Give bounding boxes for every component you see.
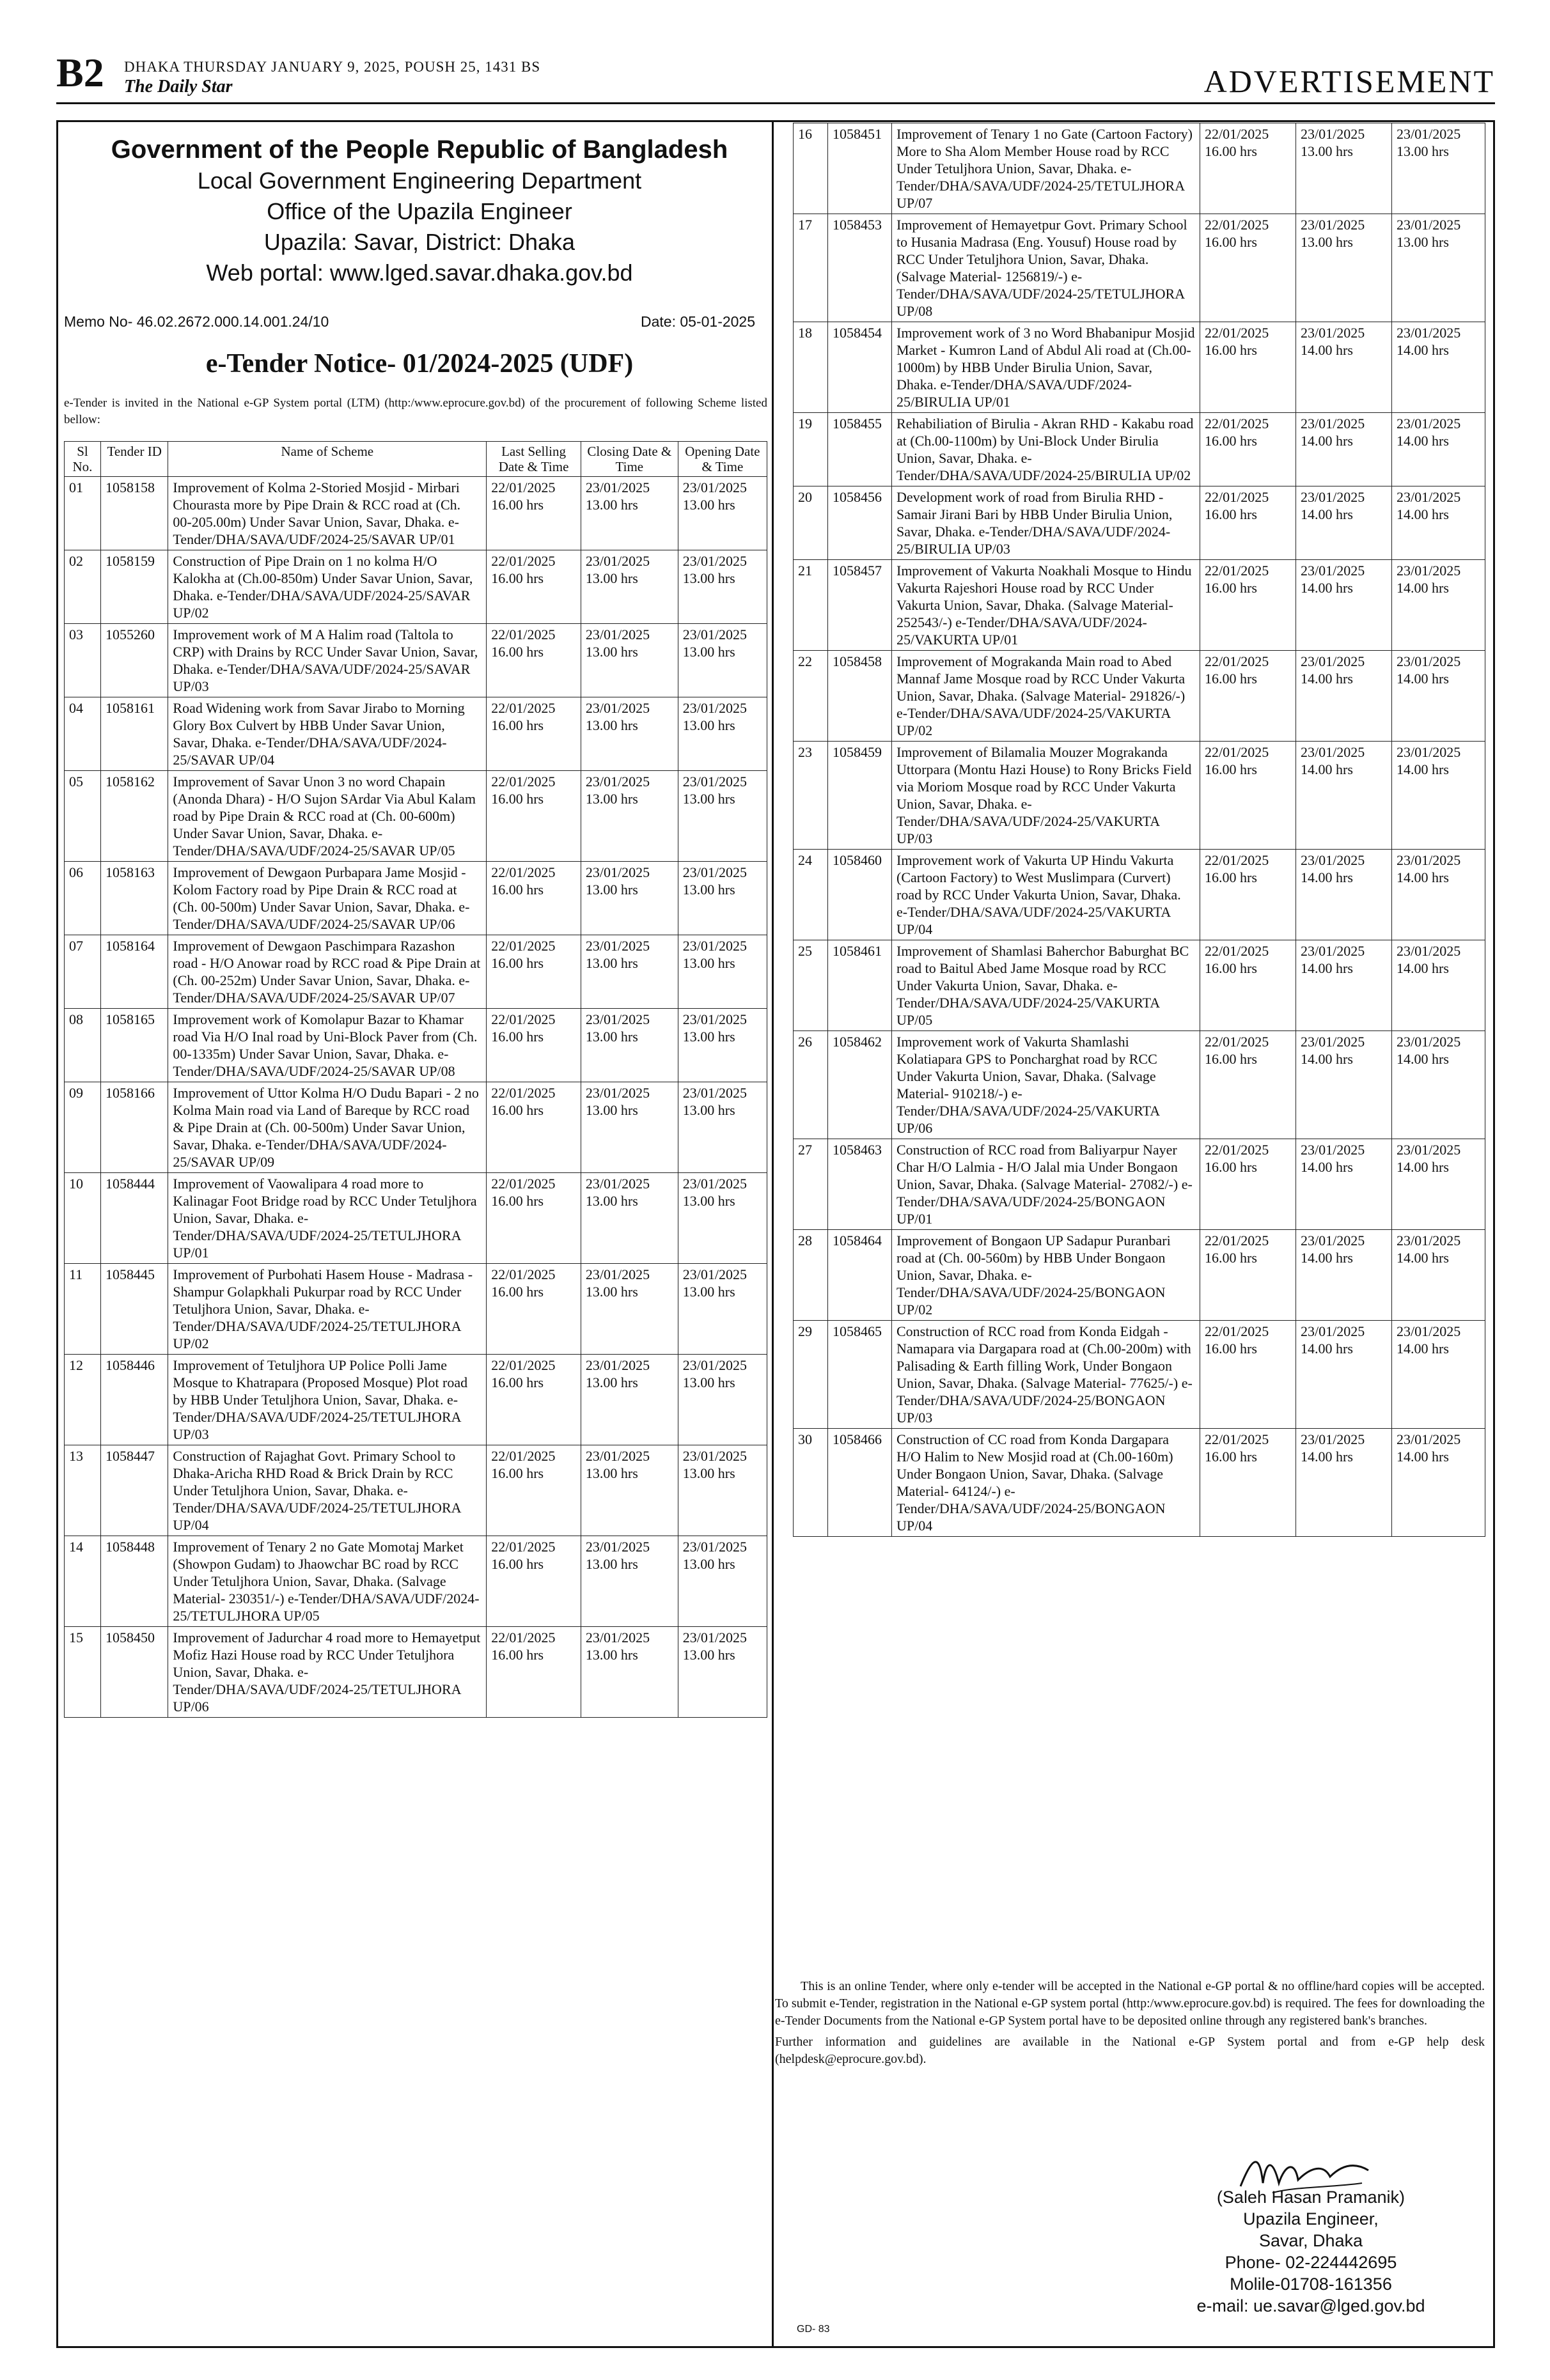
- row-scheme: Improvement work of Komolapur Bazar to Khamar road Via H/O Inal road by Uni-Block Paver from (Ch. 00-1335m) Under Savar Union, Savar, Dhaka. e-Tender/DHA/SAVA/UDF/2024-25/SAVAR UP/08: [168, 1009, 487, 1082]
- row-selling-date: 22/01/2025 16.00 hrs: [1200, 1139, 1296, 1230]
- tender-table-left: [64, 441, 767, 1718]
- row-opening-date: 23/01/2025 14.00 hrs: [1392, 651, 1485, 742]
- row-tender-id: 1058162: [100, 771, 168, 862]
- row-closing-date: 23/01/2025 13.00 hrs: [581, 1009, 678, 1082]
- row-selling-date: 22/01/2025 16.00 hrs: [487, 1445, 581, 1536]
- row-sl: 01: [65, 477, 101, 550]
- footnote-online-tender: This is an online Tender, where only e-tender will be accepted in the National e-GP portal & no offline/hard copies will be accepted. To submit e-Tender, registration in the National e-GP system portal (http:/www.eprocure.gov.bd) is required. The fees for downloading the e-Tender Documents from the National e-GP System portal have to be deposited online through any registered bank's branches.: [775, 1979, 1485, 2028]
- row-closing-date: 23/01/2025 13.00 hrs: [581, 697, 678, 771]
- row-tender-id: 1058456: [828, 486, 892, 560]
- row-tender-id: 1058450: [100, 1627, 168, 1718]
- row-scheme: Construction of CC road from Konda Dargapara H/O Halim to New Mosjid road at (Ch.00-160m) Under Bongaon Union, Savar, Dhaka. (Salvage Material- 64124/-) e-Tender/DHA/SAVA/UDF/2024-25/BONGAON UP/04: [892, 1429, 1200, 1537]
- row-selling-date: 22/01/2025 16.00 hrs: [487, 771, 581, 862]
- row-closing-date: 23/01/2025 13.00 hrs: [581, 1627, 678, 1718]
- row-scheme: Rehabiliation of Birulia - Akran RHD - Kakabu road at (Ch.00-1100m) by Uni-Block Under Birulia Union, Savar, Dhaka. e-Tender/DHA/SAVA/UDF/2024-25/BIRULIA UP/02: [892, 413, 1200, 486]
- row-scheme: Improvement of Purbohati Hasem House - Madrasa - Shampur Golapkhali Pukurpar road by RCC Under Tetuljhora Union, Savar, Dhaka. e-Tender/DHA/SAVA/UDF/2024-25/TETULJHORA UP/02: [168, 1264, 487, 1355]
- row-opening-date: 23/01/2025 13.00 hrs: [678, 1173, 767, 1264]
- col-sl: Sl No.: [65, 442, 101, 477]
- newspaper-name: The Daily Star: [124, 77, 233, 97]
- row-closing-date: 23/01/2025 14.00 hrs: [1296, 742, 1392, 850]
- column-divider: [772, 120, 774, 2348]
- row-selling-date: 22/01/2025 16.00 hrs: [487, 1082, 581, 1173]
- row-selling-date: 22/01/2025 16.00 hrs: [1200, 486, 1296, 560]
- table-row: [65, 1173, 767, 1264]
- row-selling-date: 22/01/2025 16.00 hrs: [1200, 214, 1296, 322]
- row-opening-date: 23/01/2025 13.00 hrs: [678, 624, 767, 697]
- row-tender-id: 1058454: [828, 322, 892, 413]
- row-selling-date: 22/01/2025 16.00 hrs: [487, 624, 581, 697]
- row-closing-date: 23/01/2025 13.00 hrs: [581, 1173, 678, 1264]
- row-closing-date: 23/01/2025 14.00 hrs: [1296, 1321, 1392, 1429]
- row-opening-date: 23/01/2025 14.00 hrs: [1392, 1139, 1485, 1230]
- table-row: [794, 850, 1485, 940]
- row-sl: 15: [65, 1627, 101, 1718]
- row-sl: 04: [65, 697, 101, 771]
- row-selling-date: 22/01/2025 16.00 hrs: [487, 550, 581, 624]
- row-scheme: Construction of Rajaghat Govt. Primary School to Dhaka-Aricha RHD Road & Brick Drain by RCC Under Tetuljhora Union, Savar, Dhaka. e-Tender/DHA/SAVA/UDF/2024-25/TETULJHORA UP/04: [168, 1445, 487, 1536]
- signer-phone: Phone- 02-224442695: [1225, 2253, 1397, 2272]
- table-row: [65, 1536, 767, 1627]
- row-tender-id: 1058461: [828, 940, 892, 1031]
- row-opening-date: 23/01/2025 13.00 hrs: [678, 771, 767, 862]
- row-sl: 09: [65, 1082, 101, 1173]
- row-sl: 21: [794, 560, 828, 651]
- row-opening-date: 23/01/2025 13.00 hrs: [678, 1082, 767, 1173]
- row-tender-id: 1058158: [100, 477, 168, 550]
- row-selling-date: 22/01/2025 16.00 hrs: [1200, 940, 1296, 1031]
- table-row: [794, 651, 1485, 742]
- row-sl: 19: [794, 413, 828, 486]
- row-opening-date: 23/01/2025 14.00 hrs: [1392, 1230, 1485, 1321]
- row-opening-date: 23/01/2025 13.00 hrs: [678, 1627, 767, 1718]
- col-scheme: Name of Scheme: [168, 442, 487, 477]
- row-tender-id: 1058164: [100, 935, 168, 1009]
- table-row: [794, 1139, 1485, 1230]
- row-selling-date: 22/01/2025 16.00 hrs: [487, 1355, 581, 1445]
- table-row: [794, 1230, 1485, 1321]
- row-scheme: Construction of RCC road from Konda Eidgah - Namapara via Dargapara road at (Ch.00-200m) with Palisading & Earth filling Work, Under Bongaon Union, Savar, Dhaka. (Salvage Material- 77625/-) e-Tender/DHA/SAVA/UDF/2024-25/BONGAON UP/03: [892, 1321, 1200, 1429]
- row-selling-date: 22/01/2025 16.00 hrs: [1200, 560, 1296, 651]
- intro-text: e-Tender is invited in the National e-GP System portal (LTM) (http:/www.eprocure.gov.bd) of the procurement of following Scheme listed bellow:: [64, 396, 767, 426]
- row-tender-id: 1058451: [828, 123, 892, 214]
- table-row: [65, 550, 767, 624]
- row-sl: 26: [794, 1031, 828, 1139]
- row-scheme: Improvement of Vakurta Noakhali Mosque to Hindu Vakurta Rajeshori House road by RCC Under Vakurta Union, Savar, Dhaka. (Salvage Material- 252543/-) e-Tender/DHA/SAVA/UDF/2024-25/VAKURTA UP/01: [892, 560, 1200, 651]
- dateline: DHAKA THURSDAY JANUARY 9, 2025, POUSH 25, 1431 BS: [124, 59, 541, 75]
- row-sl: 06: [65, 862, 101, 935]
- row-opening-date: 23/01/2025 14.00 hrs: [1392, 1321, 1485, 1429]
- row-selling-date: 22/01/2025 16.00 hrs: [487, 1264, 581, 1355]
- table-row: [794, 560, 1485, 651]
- government-title: Government of the People Republic of Bangladesh: [111, 136, 728, 164]
- row-closing-date: 23/01/2025 13.00 hrs: [581, 862, 678, 935]
- footnote-helpdesk: Further information and guidelines are available in the National e-GP System portal and from e-GP help desk (helpdesk@eprocure.gov.bd).: [775, 2035, 1485, 2066]
- row-scheme: Improvement of Vaowalipara 4 road more to Kalinagar Foot Bridge road by RCC Under Tetuljhora Union, Savar, Dhaka. e-Tender/DHA/SAVA/UDF/2024-25/TETULJHORA UP/01: [168, 1173, 487, 1264]
- row-closing-date: 23/01/2025 13.00 hrs: [581, 1355, 678, 1445]
- signer-mobile: Molile-01708-161356: [1230, 2275, 1392, 2294]
- row-opening-date: 23/01/2025 13.00 hrs: [678, 550, 767, 624]
- row-selling-date: 22/01/2025 16.00 hrs: [1200, 413, 1296, 486]
- memo-number: Memo No- 46.02.2672.000.14.001.24/10: [64, 313, 329, 330]
- row-selling-date: 22/01/2025 16.00 hrs: [487, 1173, 581, 1264]
- row-sl: 12: [65, 1355, 101, 1445]
- row-tender-id: 1058460: [828, 850, 892, 940]
- table-row: [794, 742, 1485, 850]
- row-opening-date: 23/01/2025 13.00 hrs: [678, 1445, 767, 1536]
- row-tender-id: 1058159: [100, 550, 168, 624]
- row-closing-date: 23/01/2025 13.00 hrs: [581, 935, 678, 1009]
- row-closing-date: 23/01/2025 14.00 hrs: [1296, 651, 1392, 742]
- row-sl: 07: [65, 935, 101, 1009]
- table-row: [65, 1082, 767, 1173]
- row-opening-date: 23/01/2025 14.00 hrs: [1392, 486, 1485, 560]
- signer-place: Savar, Dhaka: [1258, 2231, 1363, 2250]
- row-selling-date: 22/01/2025 16.00 hrs: [1200, 123, 1296, 214]
- row-tender-id: 1058459: [828, 742, 892, 850]
- row-selling-date: 22/01/2025 16.00 hrs: [1200, 651, 1296, 742]
- row-tender-id: 1058448: [100, 1536, 168, 1627]
- row-sl: 30: [794, 1429, 828, 1537]
- row-opening-date: 23/01/2025 13.00 hrs: [678, 1264, 767, 1355]
- table-row: [65, 1264, 767, 1355]
- masthead-rule: [56, 102, 1495, 104]
- upazila-line: Upazila: Savar, District: Dhaka: [263, 229, 575, 255]
- table-row: [794, 413, 1485, 486]
- row-scheme: Improvement of Shamlasi Baherchor Baburghat BC road to Baitul Abed Jame Mosque road by RCC Under Vakurta Union, Savar, Dhaka. e-Tender/DHA/SAVA/UDF/2024-25/VAKURTA UP/05: [892, 940, 1200, 1031]
- table-row: [65, 1355, 767, 1445]
- row-opening-date: 23/01/2025 13.00 hrs: [678, 1536, 767, 1627]
- row-scheme: Improvement of Tenary 1 no Gate (Cartoon Factory) More to Sha Alom Member House road by RCC Under Tetuljhora Union, Savar, Dhaka. e-Tender/DHA/SAVA/UDF/2024-25/TETULJHORA UP/07: [892, 123, 1200, 214]
- row-tender-id: 1058463: [828, 1139, 892, 1230]
- table-row: [65, 862, 767, 935]
- row-selling-date: 22/01/2025 16.00 hrs: [487, 935, 581, 1009]
- row-tender-id: 1058165: [100, 1009, 168, 1082]
- row-tender-id: 1058166: [100, 1082, 168, 1173]
- signature-block: [1125, 2186, 1496, 2317]
- row-sl: 11: [65, 1264, 101, 1355]
- row-selling-date: 22/01/2025 16.00 hrs: [1200, 1031, 1296, 1139]
- row-closing-date: 23/01/2025 14.00 hrs: [1296, 940, 1392, 1031]
- table-row: [65, 624, 767, 697]
- row-scheme: Improvement of Mograkanda Main road to Abed Mannaf Jame Mosque road by RCC Under Vakurta Union, Savar, Dhaka. (Salvage Material- 291826/-) e-Tender/DHA/SAVA/UDF/2024-25/VAKURTA UP/02: [892, 651, 1200, 742]
- row-tender-id: 1058462: [828, 1031, 892, 1139]
- office-title: Office of the Upazila Engineer: [267, 198, 572, 224]
- table-row: [794, 1031, 1485, 1139]
- row-sl: 24: [794, 850, 828, 940]
- row-sl: 13: [65, 1445, 101, 1536]
- row-selling-date: 22/01/2025 16.00 hrs: [1200, 1230, 1296, 1321]
- row-scheme: Construction of RCC road from Baliyarpur Nayer Char H/O Lalmia - H/O Jalal mia Under Bongaon Union, Savar, Dhaka. (Salvage Material- 27082/-) e-Tender/DHA/SAVA/UDF/2024-25/BONGAON UP/01: [892, 1139, 1200, 1230]
- signer-email: e-mail: ue.savar@lged.gov.bd: [1196, 2296, 1425, 2315]
- row-opening-date: 23/01/2025 13.00 hrs: [678, 1355, 767, 1445]
- row-selling-date: 22/01/2025 16.00 hrs: [1200, 322, 1296, 413]
- table-row: [794, 214, 1485, 322]
- row-closing-date: 23/01/2025 13.00 hrs: [581, 624, 678, 697]
- row-opening-date: 23/01/2025 14.00 hrs: [1392, 850, 1485, 940]
- row-tender-id: 1058445: [100, 1264, 168, 1355]
- row-sl: 03: [65, 624, 101, 697]
- row-sl: 16: [794, 123, 828, 214]
- table-row: [65, 1445, 767, 1536]
- col-opening: Opening Date & Time: [678, 442, 767, 477]
- row-closing-date: 23/01/2025 13.00 hrs: [1296, 214, 1392, 322]
- row-scheme: Improvement work of 3 no Word Bhabanipur Mosjid Market - Kumron Land of Abdul Ali road at (Ch.00-1000m) by HBB Under Birulia Union, Savar, Dhaka. e-Tender/DHA/SAVA/UDF/2024-25/BIRULIA UP/01: [892, 322, 1200, 413]
- row-selling-date: 22/01/2025 16.00 hrs: [1200, 1321, 1296, 1429]
- row-closing-date: 23/01/2025 14.00 hrs: [1296, 486, 1392, 560]
- row-sl: 05: [65, 771, 101, 862]
- row-scheme: Improvement of Uttor Kolma H/O Dudu Bapari - 2 no Kolma Main road via Land of Bareque by RCC road & Pipe Drain at (Ch. 00-500m) Under Savar Union, Savar, Dhaka. e-Tender/DHA/SAVA/UDF/2024-25/SAVAR UP/09: [168, 1082, 487, 1173]
- table-row: [794, 1321, 1485, 1429]
- notice-date: Date: 05-01-2025: [641, 313, 756, 330]
- row-selling-date: 22/01/2025 16.00 hrs: [487, 1627, 581, 1718]
- row-scheme: Development work of road from Birulia RHD - Samair Jirani Bari by HBB Under Birulia Union, Savar, Dhaka. e-Tender/DHA/SAVA/UDF/2024-25/BIRULIA UP/03: [892, 486, 1200, 560]
- row-selling-date: 22/01/2025 16.00 hrs: [1200, 742, 1296, 850]
- row-scheme: Improvement of Kolma 2-Storied Mosjid - Mirbari Chourasta more by Pipe Drain & RCC road at (Ch. 00-205.00m) Under Savar Union, Savar, Dhaka. e-Tender/DHA/SAVA/UDF/2024-25/SAVAR UP/01: [168, 477, 487, 550]
- row-tender-id: 1058444: [100, 1173, 168, 1264]
- col-closing: Closing Date & Time: [581, 442, 678, 477]
- row-tender-id: 1058465: [828, 1321, 892, 1429]
- row-opening-date: 23/01/2025 14.00 hrs: [1392, 560, 1485, 651]
- row-opening-date: 23/01/2025 13.00 hrs: [678, 935, 767, 1009]
- row-sl: 20: [794, 486, 828, 560]
- row-sl: 23: [794, 742, 828, 850]
- row-opening-date: 23/01/2025 13.00 hrs: [678, 1009, 767, 1082]
- row-scheme: Improvement of Tetuljhora UP Police Polli Jame Mosque to Khatrapara (Proposed Mosque) Plot road by HBB Under Tetuljhora Union, Savar, Dhaka. e-Tender/DHA/SAVA/UDF/2024-25/TETULJHORA UP/03: [168, 1355, 487, 1445]
- row-sl: 14: [65, 1536, 101, 1627]
- table-row: [65, 1627, 767, 1718]
- table-row: [794, 123, 1485, 214]
- row-scheme: Improvement of Bongaon UP Sadapur Puranbari road at (Ch. 00-560m) by HBB Under Bongaon Union, Savar, Dhaka. e-Tender/DHA/SAVA/UDF/2024-25/BONGAON UP/02: [892, 1230, 1200, 1321]
- table-header-row: [65, 442, 767, 477]
- ad-code: GD- 83: [797, 2324, 830, 2335]
- row-closing-date: 23/01/2025 13.00 hrs: [581, 1264, 678, 1355]
- web-portal-line: Web portal: www.lged.savar.dhaka.gov.bd: [206, 260, 633, 286]
- row-tender-id: 1058455: [828, 413, 892, 486]
- row-tender-id: 1058446: [100, 1355, 168, 1445]
- row-opening-date: 23/01/2025 13.00 hrs: [678, 477, 767, 550]
- row-scheme: Improvement of Jadurchar 4 road more to Hemayetput Mofiz Hazi House road by RCC Under Tetuljhora Union, Savar, Dhaka. e-Tender/DHA/SAVA/UDF/2024-25/TETULJHORA UP/06: [168, 1627, 487, 1718]
- row-selling-date: 22/01/2025 16.00 hrs: [487, 862, 581, 935]
- row-opening-date: 23/01/2025 13.00 hrs: [1392, 214, 1485, 322]
- row-sl: 08: [65, 1009, 101, 1082]
- row-scheme: Construction of Pipe Drain on 1 no kolma H/O Kalokha at (Ch.00-850m) Under Savar Union, Savar, Dhaka. e-Tender/DHA/SAVA/UDF/2024-25/SAVAR UP/02: [168, 550, 487, 624]
- row-selling-date: 22/01/2025 16.00 hrs: [487, 1536, 581, 1627]
- row-tender-id: 1055260: [100, 624, 168, 697]
- table-row: [65, 935, 767, 1009]
- row-scheme: Improvement of Savar Unon 3 no word Chapain (Anonda Dhara) - H/O Sujon SArdar Via Abul Kalam road by Pipe Drain & RCC road at (Ch. 00-600m) Under Savar Union, Savar, Dhaka. e-Tender/DHA/SAVA/UDF/2024-25/SAVAR UP/05: [168, 771, 487, 862]
- row-closing-date: 23/01/2025 13.00 hrs: [581, 550, 678, 624]
- row-selling-date: 22/01/2025 16.00 hrs: [487, 697, 581, 771]
- row-closing-date: 23/01/2025 14.00 hrs: [1296, 1429, 1392, 1537]
- row-scheme: Improvement work of Vakurta UP Hindu Vakurta (Cartoon Factory) to West Muslimpara (Curvert) road by RCC Under Vakurta Union, Savar, Dhaka. e-Tender/DHA/SAVA/UDF/2024-25/VAKURTA UP/04: [892, 850, 1200, 940]
- row-tender-id: 1058458: [828, 651, 892, 742]
- row-selling-date: 22/01/2025 16.00 hrs: [487, 477, 581, 550]
- section-title: ADVERTISEMENT: [1203, 63, 1495, 99]
- row-tender-id: 1058163: [100, 862, 168, 935]
- row-sl: 27: [794, 1139, 828, 1230]
- row-closing-date: 23/01/2025 14.00 hrs: [1296, 322, 1392, 413]
- row-closing-date: 23/01/2025 14.00 hrs: [1296, 413, 1392, 486]
- col-tender-id: Tender ID: [100, 442, 168, 477]
- table-row: [794, 940, 1485, 1031]
- table-row: [65, 1009, 767, 1082]
- row-sl: 28: [794, 1230, 828, 1321]
- row-opening-date: 23/01/2025 14.00 hrs: [1392, 322, 1485, 413]
- table-row: [794, 322, 1485, 413]
- footnote: [775, 1978, 1485, 2068]
- row-scheme: Improvement of Tenary 2 no Gate Momotaj Market (Showpon Gudam) to Jhaowchar BC road by RCC Under Tetuljhora Union, Savar, Dhaka. (Salvage Material- 230351/-) e-Tender/DHA/SAVA/UDF/2024-25/TETULJHORA UP/05: [168, 1536, 487, 1627]
- row-closing-date: 23/01/2025 13.00 hrs: [581, 1445, 678, 1536]
- tender-table-right: [793, 123, 1485, 1537]
- table-row: [65, 771, 767, 862]
- row-opening-date: 23/01/2025 14.00 hrs: [1392, 940, 1485, 1031]
- row-closing-date: 23/01/2025 13.00 hrs: [581, 477, 678, 550]
- row-tender-id: 1058453: [828, 214, 892, 322]
- row-closing-date: 23/01/2025 14.00 hrs: [1296, 850, 1392, 940]
- row-sl: 18: [794, 322, 828, 413]
- signer-name: (Saleh Hasan Pramanik): [1216, 2188, 1405, 2207]
- table-row: [794, 1429, 1485, 1537]
- row-scheme: Improvement of Bilamalia Mouzer Mograkanda Uttorpara (Montu Hazi House) to Rony Bricks Field via Moriom Mosque road by RCC Under Vakurta Union, Savar, Dhaka. e-Tender/DHA/SAVA/UDF/2024-25/VAKURTA UP/03: [892, 742, 1200, 850]
- row-sl: 10: [65, 1173, 101, 1264]
- row-opening-date: 23/01/2025 14.00 hrs: [1392, 742, 1485, 850]
- row-scheme: Improvement of Dewgaon Purbapara Jame Mosjid - Kolom Factory road by Pipe Drain & RCC road at (Ch. 00-500m) Under Savar Union, Savar, Dhaka. e-Tender/DHA/SAVA/UDF/2024-25/SAVAR UP/06: [168, 862, 487, 935]
- page-number: B2: [56, 50, 104, 95]
- row-opening-date: 23/01/2025 14.00 hrs: [1392, 1429, 1485, 1537]
- department-title: Local Government Engineering Department: [197, 167, 642, 194]
- row-sl: 22: [794, 651, 828, 742]
- row-opening-date: 23/01/2025 13.00 hrs: [678, 697, 767, 771]
- row-sl: 25: [794, 940, 828, 1031]
- row-selling-date: 22/01/2025 16.00 hrs: [487, 1009, 581, 1082]
- row-opening-date: 23/01/2025 14.00 hrs: [1392, 413, 1485, 486]
- row-closing-date: 23/01/2025 13.00 hrs: [581, 1536, 678, 1627]
- table-row: [65, 697, 767, 771]
- row-selling-date: 22/01/2025 16.00 hrs: [1200, 1429, 1296, 1537]
- row-closing-date: 23/01/2025 14.00 hrs: [1296, 560, 1392, 651]
- row-scheme: Improvement work of Vakurta Shamlashi Kolatiapara GPS to Poncharghat road by RCC Under Vakurta Union, Savar, Dhaka. (Salvage Material- 910218/-) e-Tender/DHA/SAVA/UDF/2024-25/VAKURTA UP/06: [892, 1031, 1200, 1139]
- signer-title: Upazila Engineer,: [1243, 2209, 1379, 2228]
- masthead: [56, 50, 1495, 99]
- row-scheme: Road Widening work from Savar Jirabo to Morning Glory Box Culvert by HBB Under Savar Union, Savar, Dhaka. e-Tender/DHA/SAVA/UDF/2024-25/SAVAR UP/04: [168, 697, 487, 771]
- row-closing-date: 23/01/2025 14.00 hrs: [1296, 1031, 1392, 1139]
- row-tender-id: 1058464: [828, 1230, 892, 1321]
- row-sl: 17: [794, 214, 828, 322]
- row-opening-date: 23/01/2025 14.00 hrs: [1392, 1031, 1485, 1139]
- row-closing-date: 23/01/2025 14.00 hrs: [1296, 1230, 1392, 1321]
- table-row: [65, 477, 767, 550]
- row-closing-date: 23/01/2025 13.00 hrs: [581, 1082, 678, 1173]
- notice-title: e-Tender Notice- 01/2024-2025 (UDF): [205, 349, 634, 378]
- row-sl: 02: [65, 550, 101, 624]
- row-scheme: Improvement of Hemayetpur Govt. Primary School to Husania Madrasa (Eng. Yousuf) House road by RCC Under Tetuljhora Union, Savar, Dhaka. (Salvage Material- 1256819/-) e-Tender/DHA/SAVA/UDF/2024-25/TETULJHORA UP/08: [892, 214, 1200, 322]
- row-scheme: Improvement work of M A Halim road (Taltola to CRP) with Drains by RCC Under Savar Union, Savar, Dhaka. e-Tender/DHA/SAVA/UDF/2024-25/SAVAR UP/03: [168, 624, 487, 697]
- row-closing-date: 23/01/2025 13.00 hrs: [581, 771, 678, 862]
- table-row: [794, 486, 1485, 560]
- row-tender-id: 1058457: [828, 560, 892, 651]
- row-selling-date: 22/01/2025 16.00 hrs: [1200, 850, 1296, 940]
- row-tender-id: 1058161: [100, 697, 168, 771]
- row-tender-id: 1058447: [100, 1445, 168, 1536]
- col-selling: Last Selling Date & Time: [487, 442, 581, 477]
- row-sl: 29: [794, 1321, 828, 1429]
- row-opening-date: 23/01/2025 13.00 hrs: [1392, 123, 1485, 214]
- row-opening-date: 23/01/2025 13.00 hrs: [678, 862, 767, 935]
- row-scheme: Improvement of Dewgaon Paschimpara Razashon road - H/O Anowar road by RCC road & Pipe Drain at (Ch. 00-252m) Under Savar Union, Savar, Dhaka. e-Tender/DHA/SAVA/UDF/2024-25/SAVAR UP/07: [168, 935, 487, 1009]
- row-closing-date: 23/01/2025 14.00 hrs: [1296, 1139, 1392, 1230]
- row-tender-id: 1058466: [828, 1429, 892, 1537]
- row-closing-date: 23/01/2025 13.00 hrs: [1296, 123, 1392, 214]
